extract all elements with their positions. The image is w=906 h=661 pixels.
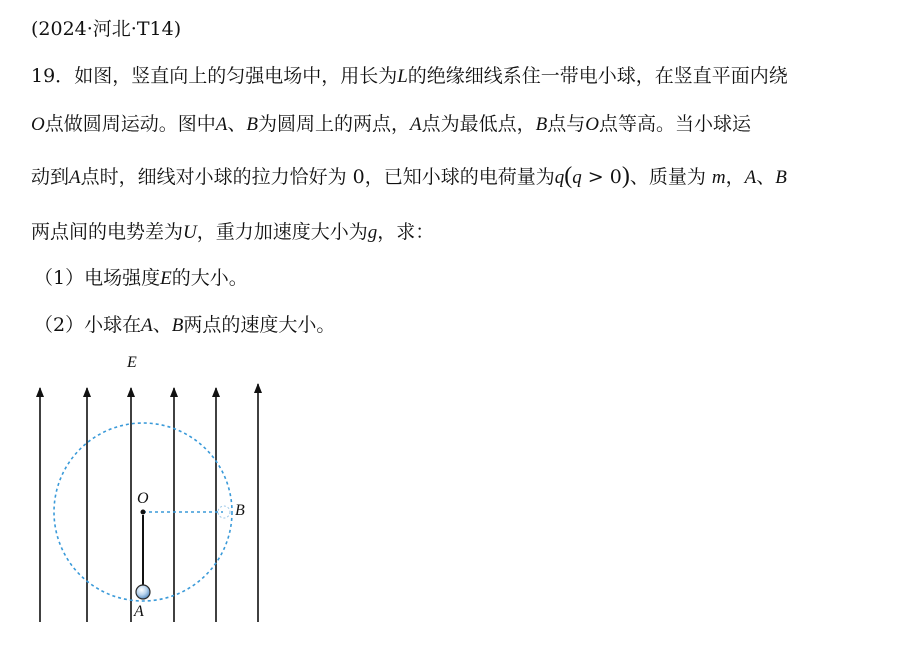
text-run: 为圆周上的两点，: [257, 113, 410, 135]
text-run: 、质量为: [629, 166, 706, 188]
text-run: （1）电场强度: [34, 267, 161, 289]
text-run: 两点间的电势差为: [31, 221, 184, 243]
label-A: A: [134, 603, 144, 620]
label-O: O: [137, 490, 149, 507]
text-run: （2）小球在: [34, 314, 142, 336]
var-U: U: [183, 222, 197, 243]
text-run: 的大小。: [171, 267, 248, 289]
var-q: q: [554, 167, 565, 188]
var-q: q: [572, 167, 582, 188]
text-run: 的绝缘细线系住一带电小球，在竖直平面内绕: [407, 65, 788, 87]
var-B: B: [246, 114, 258, 135]
text-run: 点等高。当小球运: [598, 113, 751, 135]
question-line-2: [31, 112, 751, 137]
text-run: 动到: [31, 166, 70, 188]
source-text: (2024·河北·T14): [31, 18, 182, 40]
condition: > 0: [581, 166, 622, 188]
var-A: A: [410, 114, 422, 135]
text-run: ，重力加速度大小为: [196, 221, 368, 243]
text-run: 点与: [547, 113, 586, 135]
text-run: 、: [152, 314, 172, 336]
point-B-marker: [218, 506, 230, 518]
var-A: A: [744, 167, 757, 188]
text-run: 、: [756, 166, 776, 188]
text-run: 点时，细线对小球的拉力恰好为 0，已知小球的电荷量为: [80, 166, 555, 188]
question-number: 19．: [31, 65, 75, 87]
text-run: 两点的速度大小。: [183, 314, 336, 336]
question-line-1: [31, 64, 788, 89]
var-L: L: [397, 66, 408, 87]
var-g: g: [367, 222, 378, 243]
var-E: E: [160, 268, 172, 289]
paren-open: (: [564, 163, 573, 189]
label-B: B: [235, 502, 245, 519]
var-A: A: [141, 315, 153, 336]
question-line-4: [31, 220, 434, 245]
var-B: B: [535, 114, 548, 135]
charged-ball: [136, 585, 150, 599]
var-A: A: [215, 114, 228, 135]
text-run: 、: [227, 113, 247, 135]
var-B: B: [171, 315, 184, 336]
text-run: 如图，竖直向上的匀强电场中，用长为: [74, 65, 398, 87]
paren-close: ): [621, 163, 630, 189]
label-E: E: [127, 354, 137, 371]
var-A: A: [69, 167, 81, 188]
var-m: m: [711, 167, 726, 188]
text-run: ，: [725, 166, 745, 188]
var-B: B: [775, 167, 787, 188]
source-tag: [31, 17, 181, 41]
text-run: 点为最低点，: [421, 113, 536, 135]
var-O: O: [585, 114, 599, 135]
center-O-dot: [141, 510, 146, 515]
text-run: 点做圆周运动。图中: [44, 113, 216, 135]
physics-figure: [0, 340, 300, 640]
text-run: ，求：: [377, 221, 435, 243]
field-lines: [40, 384, 258, 622]
var-O: O: [31, 114, 45, 135]
subquestion-1: [34, 266, 248, 291]
subquestion-2: [34, 313, 335, 338]
question-line-3: [31, 164, 787, 190]
